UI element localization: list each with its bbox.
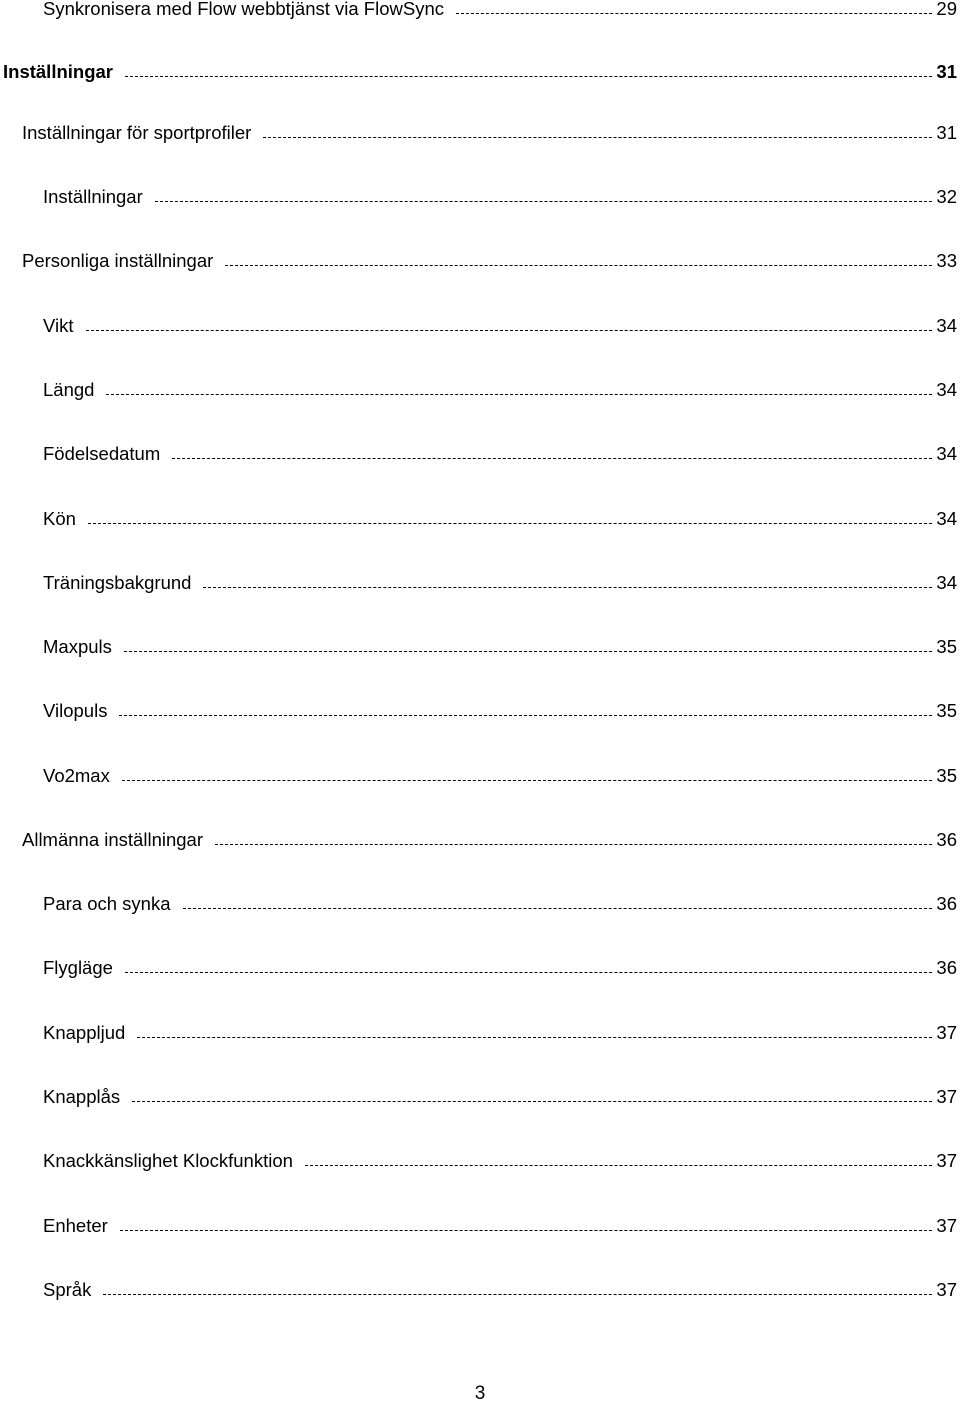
toc-subsection-entry[interactable] — [43, 1018, 957, 1044]
toc-leader-dots — [305, 1165, 933, 1166]
toc-entry-page: 31 — [936, 122, 957, 143]
toc-entry-page: 31 — [936, 61, 957, 82]
toc-entry-title: Knappljud — [43, 1022, 126, 1043]
toc-leader-dots — [120, 1230, 933, 1231]
toc-subsection-entry[interactable] — [43, 1275, 957, 1301]
toc-entry-page: 36 — [936, 957, 957, 978]
toc-leader-dots — [122, 780, 933, 781]
toc-entry-page: 34 — [936, 443, 957, 464]
toc-entry-page: 34 — [936, 508, 957, 529]
toc-section-entry[interactable] — [22, 246, 957, 272]
toc-subsection-entry[interactable] — [43, 889, 957, 915]
toc-entry-page: 34 — [936, 379, 957, 400]
toc-entry-title: Vo2max — [43, 765, 110, 786]
toc-chapter-entry[interactable] — [3, 57, 957, 83]
toc-entry-page: 37 — [936, 1279, 957, 1300]
toc-leader-dots — [106, 394, 932, 395]
toc-leader-dots — [203, 587, 932, 588]
toc-leader-dots — [456, 13, 932, 14]
toc-subsection-entry[interactable] — [43, 1082, 957, 1108]
toc-entry-page: 37 — [936, 1022, 957, 1043]
toc-entry-title: Knapplås — [43, 1086, 121, 1107]
toc-entry-title: Synkronisera med Flow webbtjänst via FlowSync — [43, 0, 444, 19]
toc-entry-title: Födelsedatum — [43, 443, 161, 464]
toc-leader-dots — [263, 137, 932, 138]
toc-entry-title: Personliga inställningar — [22, 250, 214, 271]
toc-leader-dots — [155, 201, 933, 202]
toc-leader-dots — [88, 523, 933, 524]
toc-entry-title: Flygläge — [43, 957, 113, 978]
toc-leader-dots — [125, 972, 932, 973]
toc-subsection-entry[interactable] — [43, 696, 957, 722]
toc-entry-title: Längd — [43, 379, 95, 400]
toc-subsection-entry[interactable] — [43, 632, 957, 658]
toc-entry-title: Inställningar — [43, 186, 143, 207]
toc-entry-page: 35 — [936, 700, 957, 721]
toc-entry-title: Maxpuls — [43, 636, 112, 657]
toc-entry-page: 32 — [936, 186, 957, 207]
toc-subsection-entry[interactable] — [43, 953, 957, 979]
toc-subsection-entry[interactable] — [43, 439, 957, 465]
toc-section-entry[interactable] — [22, 118, 957, 144]
toc-entry-title: Vikt — [43, 315, 74, 336]
toc-entry-page: 36 — [936, 893, 957, 914]
toc-leader-dots — [132, 1101, 932, 1102]
toc-leader-dots — [215, 844, 932, 845]
toc-entry-page: 37 — [936, 1215, 957, 1236]
toc-entry-page: 34 — [936, 572, 957, 593]
toc-subsection-entry[interactable] — [43, 504, 957, 530]
toc-leader-dots — [125, 76, 932, 77]
toc-subsection-entry[interactable] — [43, 1211, 957, 1237]
toc-subsection-entry[interactable] — [43, 1146, 957, 1172]
toc-entry-title: Para och synka — [43, 893, 171, 914]
toc-leader-dots — [119, 715, 932, 716]
toc-subsection-entry[interactable] — [43, 761, 957, 787]
toc-entry-title: Kön — [43, 508, 76, 529]
toc-entry-page: 29 — [936, 0, 957, 19]
toc-entry-page: 35 — [936, 636, 957, 657]
toc-entry-page: 37 — [936, 1086, 957, 1107]
toc-subsection-entry[interactable] — [43, 182, 957, 208]
toc-entry-page: 33 — [936, 250, 957, 271]
toc-entry-page: 34 — [936, 315, 957, 336]
toc-entry-title: Vilopuls — [43, 700, 108, 721]
toc-entry-title: Knackkänslighet Klockfunktion — [43, 1150, 293, 1171]
toc-subsection-entry[interactable] — [43, 375, 957, 401]
toc-entry-title: Enheter — [43, 1215, 108, 1236]
toc-leader-dots — [137, 1037, 932, 1038]
toc-section-entry[interactable] — [22, 825, 957, 851]
page-number: 3 — [474, 1383, 486, 1404]
toc-leader-dots — [225, 265, 932, 266]
toc-entry-title: Inställningar för sportprofiler — [22, 122, 252, 143]
toc-subsection-entry[interactable] — [43, 568, 957, 594]
toc-leader-dots — [86, 330, 933, 331]
toc-entry-title: Inställningar — [3, 61, 113, 82]
toc-leader-dots — [124, 651, 933, 652]
toc-leader-dots — [172, 458, 932, 459]
toc-leader-dots — [103, 1294, 932, 1295]
toc-entry-title: Språk — [43, 1279, 92, 1300]
toc-entry-title: Allmänna inställningar — [22, 829, 203, 850]
toc-entry-title: Träningsbakgrund — [43, 572, 192, 593]
toc-entry[interactable] — [43, 0, 957, 20]
toc-entry-page: 37 — [936, 1150, 957, 1171]
toc-entry-page: 35 — [936, 765, 957, 786]
toc-leader-dots — [183, 908, 933, 909]
toc-subsection-entry[interactable] — [43, 311, 957, 337]
toc-entry-page: 36 — [936, 829, 957, 850]
